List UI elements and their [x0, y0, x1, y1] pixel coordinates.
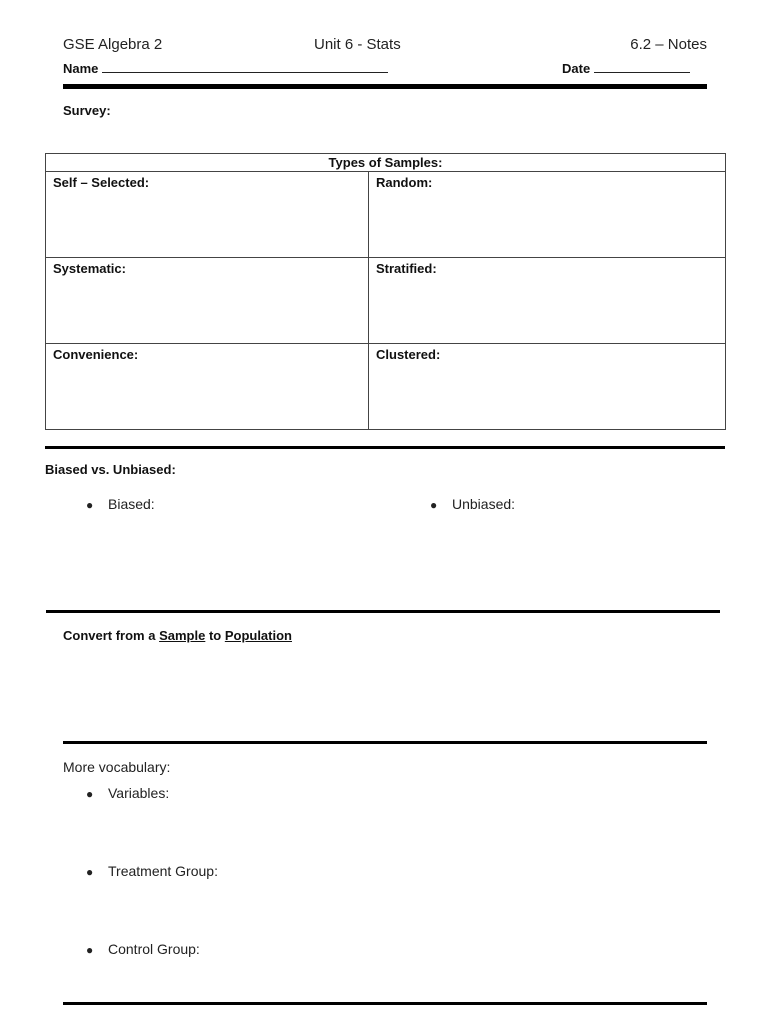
cell-random[interactable]: Random:: [369, 172, 726, 258]
header-divider: [63, 84, 707, 89]
section-divider-vocab: [63, 741, 707, 744]
list-item-variables: ● Variables:: [86, 785, 170, 801]
name-blank-line[interactable]: [102, 60, 388, 73]
name-label: Name: [63, 61, 99, 76]
table-row: [46, 258, 726, 344]
bullet-icon: ●: [86, 865, 94, 879]
name-field[interactable]: [63, 60, 388, 76]
bullet-icon: ●: [86, 787, 94, 801]
lesson-title: 6.2 – Notes: [630, 36, 707, 53]
sample-word: Sample: [159, 628, 206, 643]
date-label: Date: [562, 61, 591, 76]
date-field[interactable]: [562, 60, 690, 76]
list-item-treatment-group: ● Treatment Group:: [86, 863, 218, 879]
cell-clustered[interactable]: Clustered:: [369, 344, 726, 430]
table-row: [46, 172, 726, 258]
convert-heading: Convert from a Sample to Population: [63, 628, 292, 643]
cell-stratified[interactable]: Stratified:: [369, 258, 726, 344]
section-divider-bias: [45, 446, 725, 449]
cell-systematic[interactable]: Systematic:: [46, 258, 369, 344]
section-divider-convert: [46, 610, 720, 613]
survey-label: Survey:: [63, 103, 111, 118]
list-item-control-group: ● Control Group:: [86, 941, 200, 957]
unit-title: Unit 6 - Stats: [314, 36, 401, 53]
date-blank-line[interactable]: [594, 60, 690, 73]
list-item-biased: ● Biased:: [86, 496, 155, 512]
bullet-icon: ●: [86, 943, 94, 957]
bias-heading: Biased vs. Unbiased:: [45, 462, 176, 477]
cell-self-selected[interactable]: Self – Selected:: [46, 172, 369, 258]
table-title: Types of Samples:: [46, 154, 726, 172]
bullet-icon: ●: [430, 498, 438, 512]
vocab-heading: More vocabulary:: [63, 759, 171, 775]
cell-convenience[interactable]: Convenience:: [46, 344, 369, 430]
types-of-samples-table: [45, 153, 726, 430]
population-word: Population: [224, 628, 292, 643]
list-item-unbiased: ● Unbiased:: [430, 496, 516, 512]
footer-divider: [63, 1002, 707, 1005]
course-title: GSE Algebra 2: [63, 36, 163, 53]
table-row: [46, 344, 726, 430]
bullet-icon: ●: [86, 498, 94, 512]
